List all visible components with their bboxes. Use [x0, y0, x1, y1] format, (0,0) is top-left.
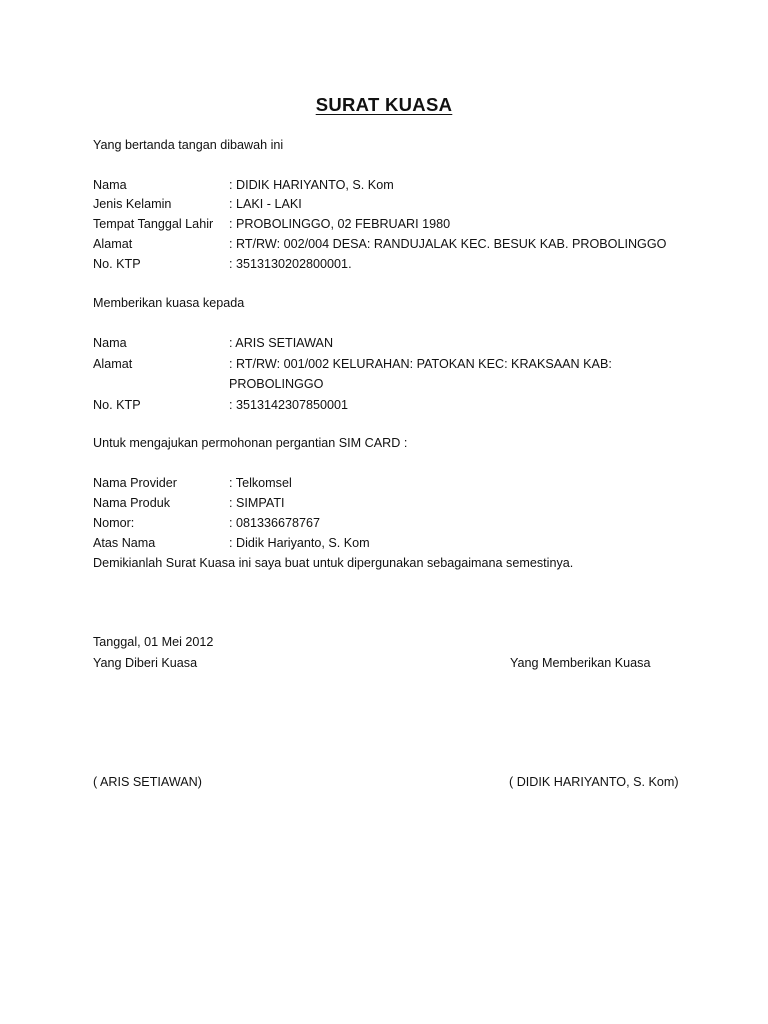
signature-right-role: Yang Memberikan Kuasa — [510, 656, 651, 670]
grant-heading: Memberikan kuasa kepada — [93, 296, 245, 310]
closing-text: Demikianlah Surat Kuasa ini saya buat untuk dipergunakan sebagaimana semestinya. — [93, 556, 574, 570]
grantor-ktp-label: No. KTP — [93, 257, 141, 271]
signature-left-role: Yang Diberi Kuasa — [93, 656, 198, 670]
grantee-address-label: Alamat — [93, 357, 133, 371]
sim-owner-label: Atas Nama — [93, 536, 156, 550]
grantee-ktp-label: No. KTP — [93, 398, 141, 412]
grantee-address-value-line1: : RT/RW: 001/002 KELURAHAN: PATOKAN KEC: KRAKSAAN KAB: — [229, 357, 612, 371]
grantor-ktp-value: : 3513130202800001. — [229, 257, 352, 271]
sim-product-value: : SIMPATI — [229, 496, 285, 510]
sim-product-label: Nama Produk — [93, 496, 170, 510]
grantor-birth-value: : PROBOLINGGO, 02 FEBRUARI 1980 — [229, 217, 451, 231]
sim-provider-value: : Telkomsel — [229, 476, 292, 490]
grantor-address-label: Alamat — [93, 237, 133, 251]
grantee-ktp-value: : 3513142307850001 — [229, 398, 349, 412]
sim-number-value: : 081336678767 — [229, 516, 321, 530]
signature-left-name: ( ARIS SETIAWAN) — [93, 775, 202, 789]
date-text: Tanggal, 01 Mei 2012 — [93, 635, 214, 649]
grantor-gender-label: Jenis Kelamin — [93, 197, 172, 211]
sim-provider-label: Nama Provider — [93, 476, 177, 490]
grantee-name-label: Nama — [93, 336, 127, 350]
grantor-address-value: : RT/RW: 002/004 DESA: RANDUJALAK KEC. BESUK KAB. PROBOLINGGO — [229, 237, 667, 251]
document-title: SURAT KUASA — [315, 94, 453, 115]
grantor-name-label: Nama — [93, 178, 127, 192]
sim-number-label: Nomor: — [93, 516, 135, 530]
grantor-birth-label: Tempat Tanggal Lahir — [93, 217, 214, 231]
grantee-address-value-line2: PROBOLINGGO — [229, 377, 324, 391]
grantor-gender-value: : LAKI - LAKI — [229, 197, 302, 211]
grantor-name-value: : DIDIK HARIYANTO, S. Kom — [229, 178, 394, 192]
grantee-name-value: : ARIS SETIAWAN — [229, 336, 334, 350]
purpose-text: Untuk mengajukan permohonan pergantian SIM CARD : — [93, 436, 408, 450]
signature-right-name: ( DIDIK HARIYANTO, S. Kom) — [509, 775, 679, 789]
intro-text: Yang bertanda tangan dibawah ini — [93, 138, 284, 152]
sim-owner-value: : Didik Hariyanto, S. Kom — [229, 536, 370, 550]
